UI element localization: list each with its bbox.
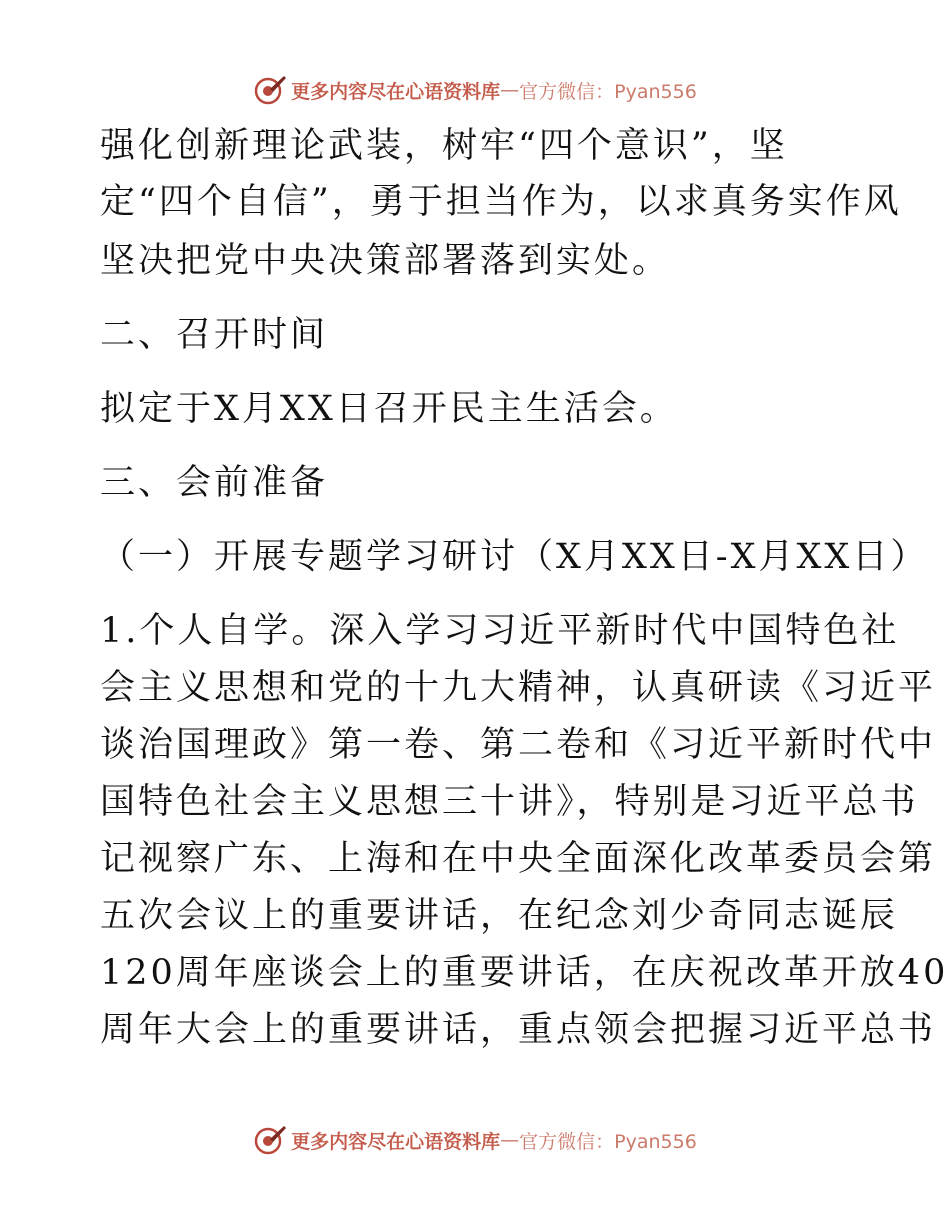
watermark-separator: — xyxy=(500,1129,520,1151)
body-line: 定“四个自信”，勇于担当作为，以求真务实作风 xyxy=(100,182,902,222)
body-line: 谈治国理政》第一卷、第二卷和《习近平新时代中 xyxy=(100,725,937,765)
body-line: 强化创新理论武装，树牢“四个意识”，坚 xyxy=(100,126,788,166)
body-line: 坚决把党中央决策部署落到实处。 xyxy=(100,241,671,281)
body-line: 周年大会上的重要讲话，重点领会把握习近平总书 xyxy=(100,1010,937,1050)
watermark-name: 更多内容尽在心语资料库 xyxy=(291,80,501,103)
body-line: 120周年座谈会上的重要讲话，在庆祝改革开放40 xyxy=(100,953,949,993)
watermark-banner-top xyxy=(0,70,950,110)
section-heading: 二、召开时间 xyxy=(100,315,329,355)
watermark-name: 更多内容尽在心语资料库 xyxy=(291,1130,501,1153)
watermark-contact: 官方微信：Pyan556 xyxy=(519,80,697,103)
watermark-separator: — xyxy=(500,79,520,101)
subsection-heading: （一）开展专题学习研讨（X月XX日-X月XX日） xyxy=(100,537,929,577)
body-line: 1.个人自学。深入学习习近平新时代中国特色社 xyxy=(100,611,900,651)
body-line: 记视察广东、上海和在中央全面深化改革委员会第 xyxy=(100,839,937,879)
pen-logo-icon xyxy=(253,73,287,107)
body-line: 拟定于X月XX日召开民主生活会。 xyxy=(100,389,678,429)
section-heading: 三、会前准备 xyxy=(100,463,329,503)
body-line: 会主义思想和党的十九大精神，认真研读《习近平 xyxy=(100,668,937,708)
body-line: 五次会议上的重要讲话，在纪念刘少奇同志诞辰 xyxy=(100,896,899,936)
body-line: 国特色社会主义思想三十讲》，特别是习近平总书 xyxy=(100,782,919,822)
pen-logo-icon xyxy=(253,1123,287,1157)
watermark-contact: 官方微信：Pyan556 xyxy=(519,1130,697,1153)
watermark-banner-bottom xyxy=(0,1120,950,1160)
